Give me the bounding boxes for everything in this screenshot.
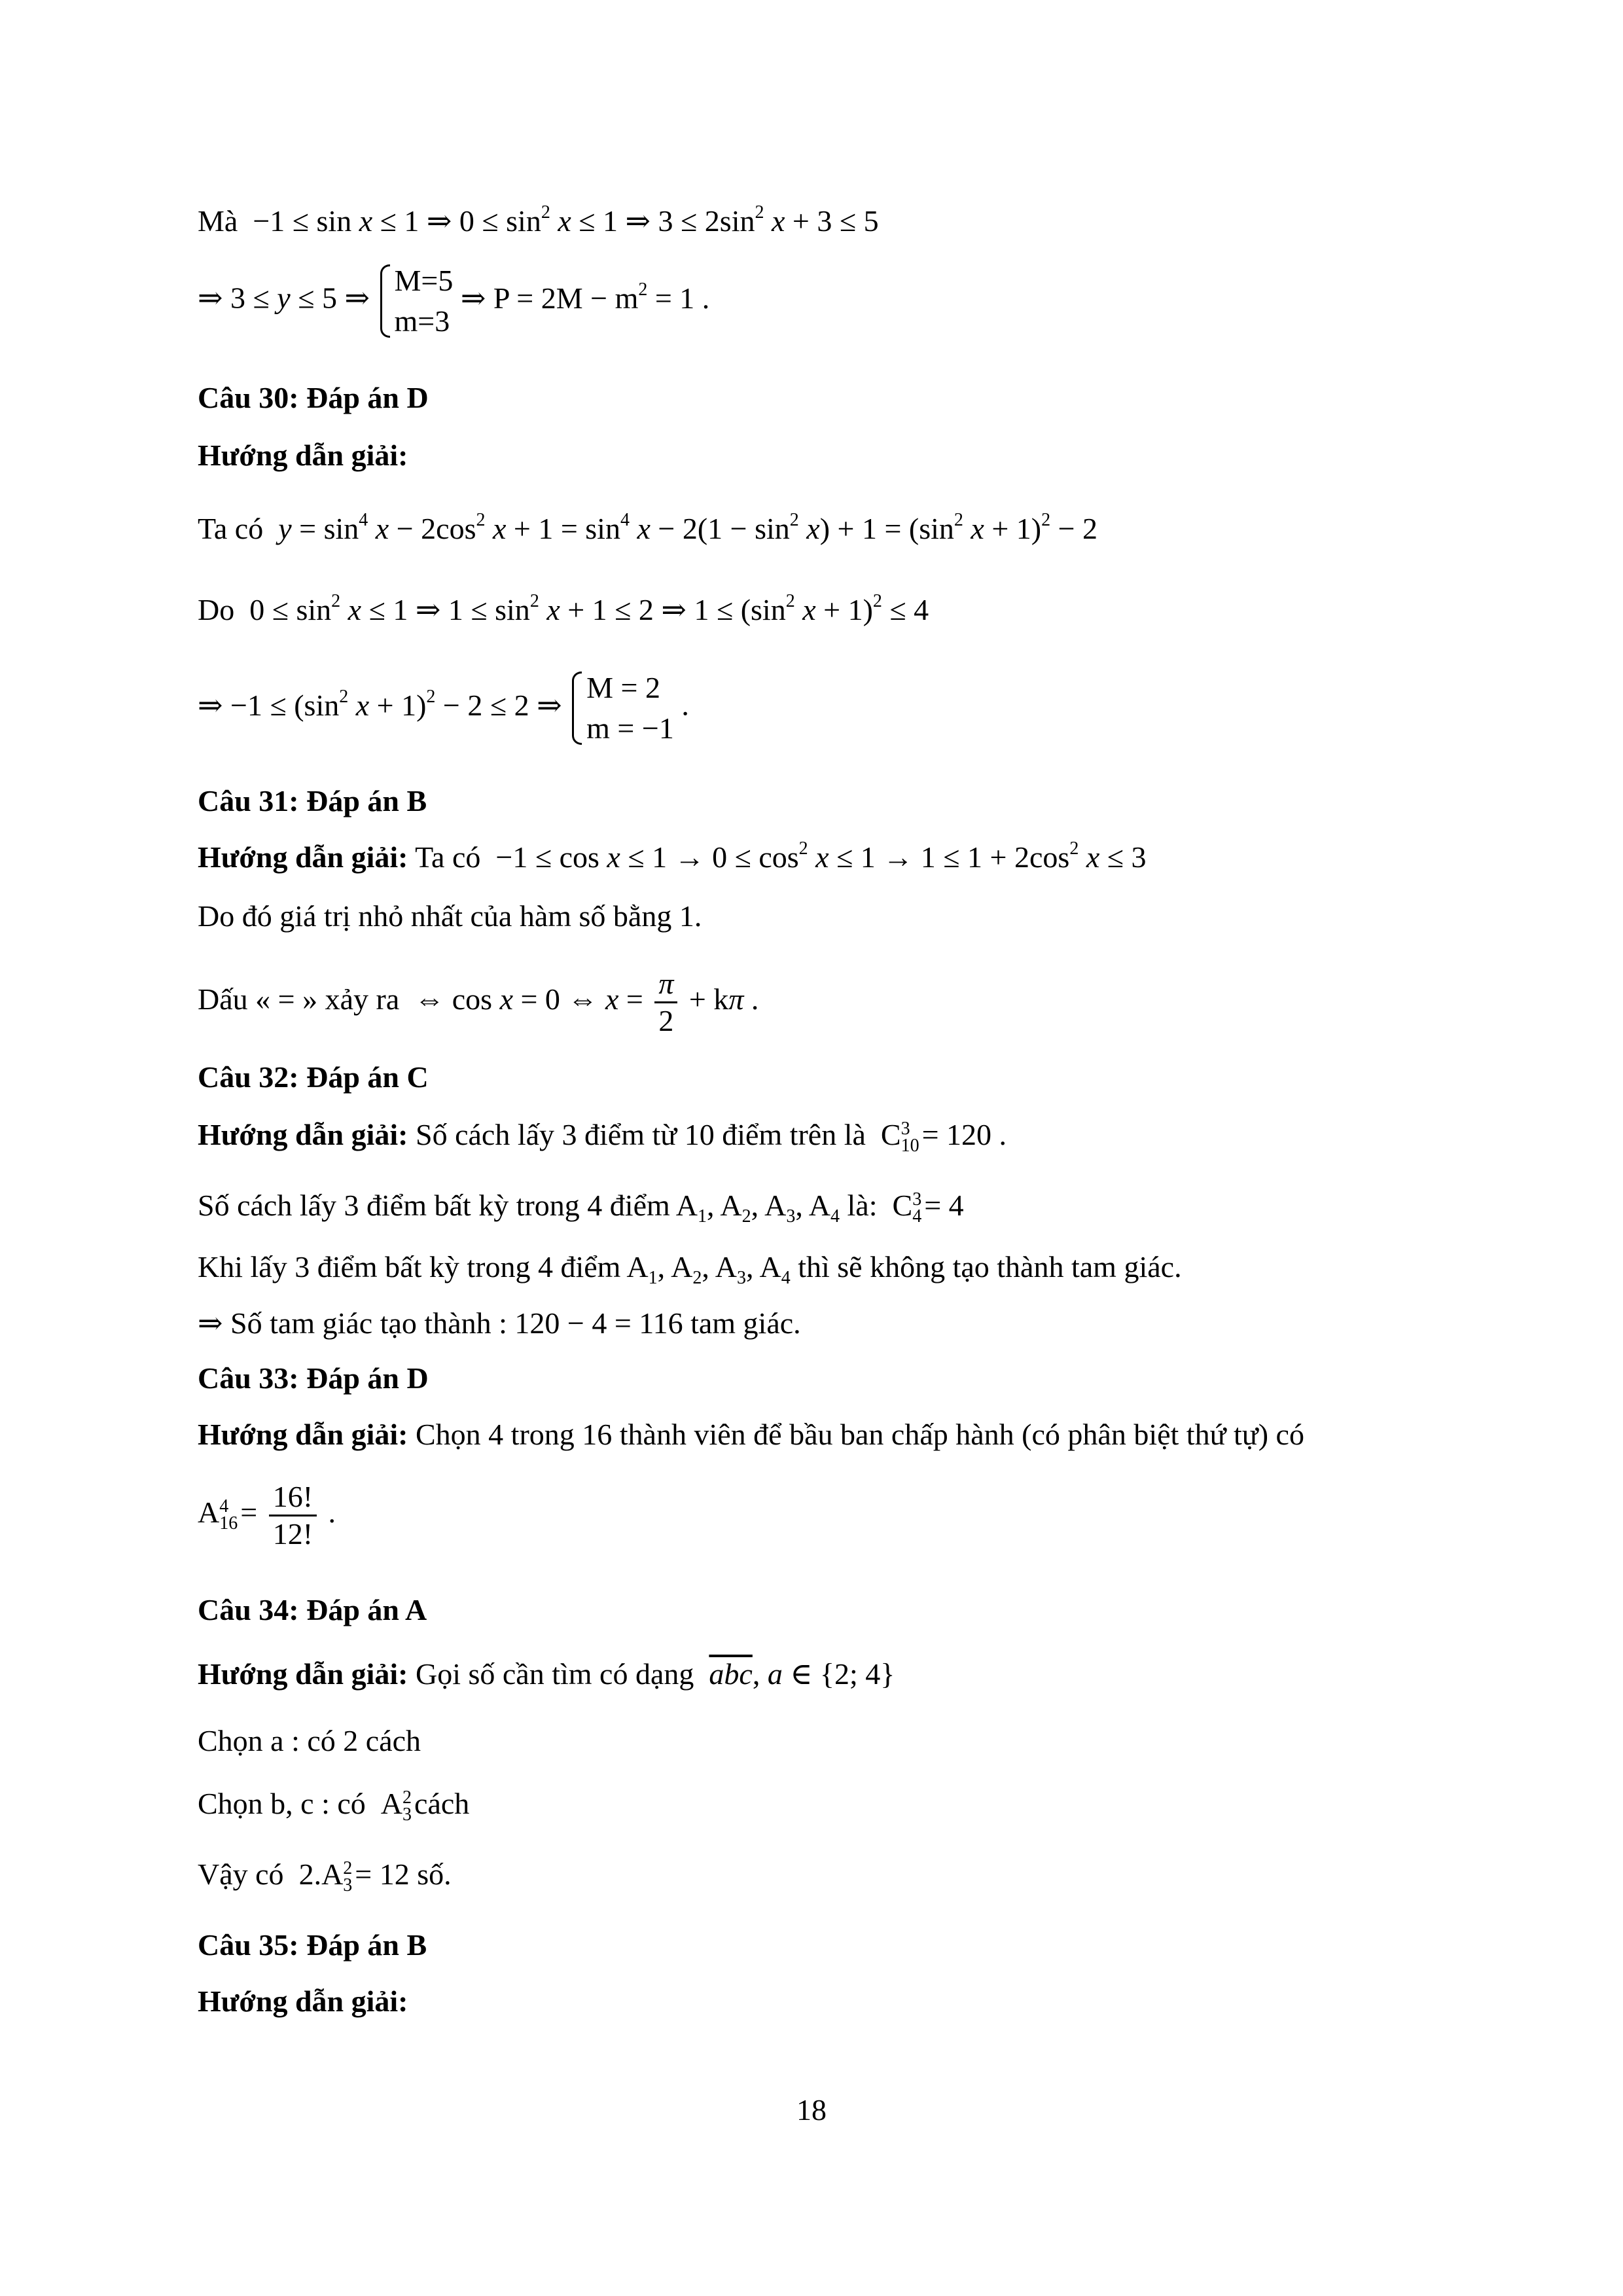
- line-text: Chọn 4 trong 16 thành viên để bầu ban chấp hành (có phân biệt thứ tự) có: [415, 1418, 1304, 1451]
- system-line: M=5: [394, 264, 454, 297]
- line-text: Khi lấy 3 điểm bất kỳ trong 4 điểm $A_1$, $A_2$, $A_3$, $A_4$ thì sẽ không tạo thành tam giác.: [198, 1250, 1182, 1288]
- guide-heading: Hướng dẫn giải:: [198, 840, 408, 874]
- guide-heading: Hướng dẫn giải:: [198, 1418, 408, 1451]
- line-conclusion: ⇒ Số tam giác tạo thành : 120 − 4 = 116 tam giác.: [198, 1306, 801, 1340]
- line-text: cách: [414, 1787, 470, 1820]
- math-expression: C 3 10 = 120 .: [880, 1118, 1007, 1157]
- line-text: số.: [417, 1857, 452, 1891]
- line-text: Chọn a : có 2 cách: [198, 1724, 421, 1757]
- line-guide: [198, 839, 1147, 876]
- line-label: Ta có: [198, 512, 264, 545]
- line-equality: [198, 966, 758, 1039]
- system-line: m = −1: [586, 711, 674, 745]
- line-label: Mà: [198, 204, 238, 238]
- line-result-system: [198, 260, 709, 342]
- line-label: Dấu « = » xảy ra: [198, 982, 400, 1016]
- line-result-system: [198, 668, 689, 749]
- line-text: Số cách lấy 3 điểm bất kỳ trong 4 điểm $A_1$, $A_2$, $A_3$, $A_4$ là:: [198, 1189, 878, 1227]
- line-arrangement: [198, 1477, 336, 1552]
- fraction: [654, 966, 677, 1039]
- fraction-denominator: 2: [658, 1004, 674, 1037]
- line-text: Chọn b, c : có: [198, 1787, 366, 1820]
- system-line: M = 2: [586, 671, 660, 704]
- math-expression: $y = \sin^4 x - 2\cos^2$ $x + 1 = \sin^4 x - 2(1 - \sin^2 x) + 1 = (\sin^2$ x + 1)$^2$ − 2: [278, 510, 1098, 545]
- math-expression: ⇒ $P = 2M - m^2 = 1$ .: [460, 279, 710, 315]
- math-expression: −1 ≤ sin x ≤ 1 ⇒ $0 \le \sin^2 x \le 1$ ⇒ $3 \le 2\sin^2$ x + 3 ≤ 5: [253, 202, 879, 238]
- math-expression: , a ∈ {2; 4}: [752, 1657, 895, 1691]
- period: .: [328, 1496, 336, 1529]
- question-title: Câu 30: Đáp án D: [198, 381, 429, 414]
- line-text: Số cách lấy 3 điểm từ 10 điểm trên là: [415, 1118, 866, 1151]
- line-guide: [198, 1416, 1304, 1453]
- fraction-numerator: π: [654, 966, 677, 1003]
- math-expression: A 4 16 =: [198, 1496, 258, 1534]
- line-label: Do: [198, 593, 235, 626]
- guide-heading: Hướng dẫn giải:: [198, 439, 408, 472]
- math-expression: ⇔ cos x = 0 ⇔ x =: [414, 982, 643, 1016]
- math-expression: ⇒ 3 ≤ y ≤ 5 ⇒: [198, 281, 370, 315]
- period: .: [681, 688, 689, 722]
- page-number: 18: [796, 2093, 827, 2126]
- line-sin-bounds: [198, 203, 879, 240]
- question-title: Câu 31: Đáp án B: [198, 784, 427, 817]
- guide-heading: Hướng dẫn giải:: [198, 1118, 408, 1151]
- question-title: Câu 34: Đáp án A: [198, 1593, 427, 1626]
- math-expression: ⇒ $-1 \le (\sin^2$ x + 1)$^2$ − 2 ≤ 2 ⇒: [198, 686, 562, 722]
- fraction-numerator: 16!: [269, 1479, 317, 1516]
- fraction: [269, 1479, 317, 1552]
- subscript: 16: [219, 1513, 238, 1534]
- system-line: m=3: [394, 304, 450, 338]
- fraction-denominator: 12!: [272, 1516, 313, 1551]
- math-expression: 2.A 2 3 = 12: [298, 1857, 410, 1896]
- guide-heading: Hướng dẫn giải:: [198, 1657, 408, 1691]
- question-title: Câu 33: Đáp án D: [198, 1361, 429, 1395]
- line-text: Ta có: [415, 840, 481, 874]
- number-form: $\overline{abc}$: [709, 1657, 753, 1691]
- math-expression: $0 \le \sin^2 x \le 1$ ⇒ $1 \le \sin^2 x + 1 \le 2$ ⇒ $1 \le (\sin^2$ x + 1)$^2$ ≤ 4: [249, 591, 929, 626]
- question-title: Câu 32: Đáp án C: [198, 1060, 429, 1094]
- line-text: Gọi số cần tìm có dạng: [415, 1657, 694, 1691]
- line-guide: [198, 1656, 895, 1693]
- math-expression: A 2 3: [380, 1787, 412, 1825]
- math-expression: C 3 4 = 4: [892, 1189, 964, 1227]
- line-text: Vậy có: [198, 1857, 284, 1891]
- symbol: A: [198, 1496, 220, 1529]
- line-total: [198, 1856, 452, 1894]
- line-choose-bc: [198, 1785, 469, 1823]
- line-text: Do đó giá trị nhỏ nhất của hàm số bằng 1.: [198, 899, 702, 933]
- guide-heading: Hướng dẫn giải:: [198, 1984, 408, 2018]
- line-do: [198, 592, 929, 628]
- math-expression: + kπ .: [688, 982, 759, 1016]
- equation-system: [569, 668, 674, 749]
- line-choose-4: [198, 1187, 964, 1225]
- math-expression: $-1 \le \cos x \le 1 \to 0 \le \cos^2 x \le 1 \to 1 \le 1 + 2\cos^2$ x ≤ 3: [495, 838, 1147, 874]
- question-title: Câu 35: Đáp án B: [198, 1928, 427, 1962]
- equation-system: [378, 260, 454, 342]
- superscript: 4: [219, 1496, 229, 1517]
- line-ta-co: [198, 511, 1097, 547]
- line-guide: [198, 1117, 1007, 1155]
